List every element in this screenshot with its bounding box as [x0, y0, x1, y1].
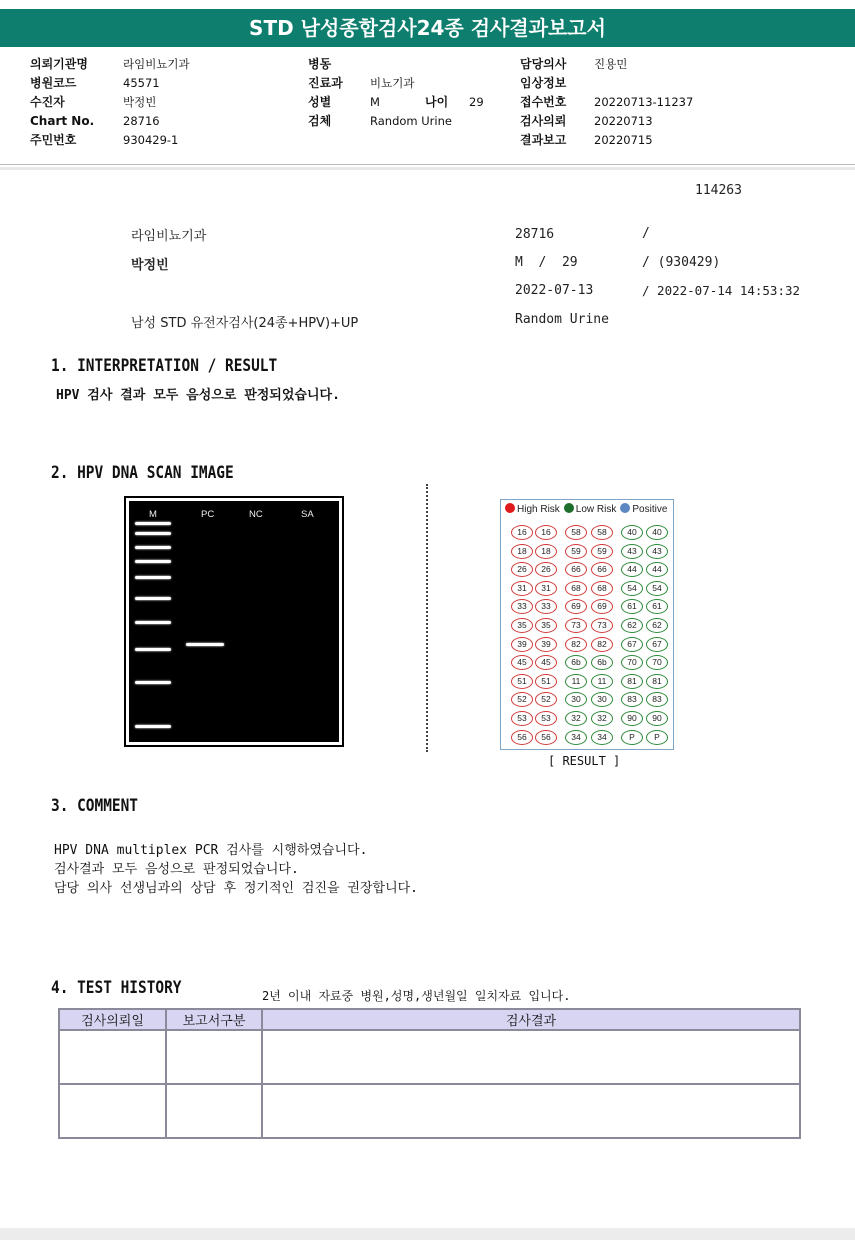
hpv-type-cell: 56 [511, 730, 533, 745]
hpv-type-cell: 61 [646, 599, 668, 614]
panel-legend [505, 503, 667, 515]
hpv-type-cell: 44 [646, 562, 668, 577]
specimen: Random Urine [515, 312, 609, 327]
birth-date: / (930429) [642, 255, 721, 270]
header-label: 검체 [308, 114, 332, 128]
hpv-type-cell: 32 [591, 711, 613, 726]
header-label: 의뢰기관명 [30, 57, 88, 71]
hpv-type-cell: 68 [591, 581, 613, 596]
table-cell [59, 1084, 166, 1138]
hpv-type-cell: 16 [511, 525, 533, 540]
hpv-type-cell: 33 [511, 599, 533, 614]
legend-low-risk [564, 503, 617, 515]
marker-band [135, 725, 171, 728]
hpv-type-cell: 59 [591, 544, 613, 559]
legend-dot [505, 503, 515, 513]
hpv-type-cell: 30 [565, 692, 587, 707]
gel-lane-label: SA [301, 509, 314, 520]
hpv-type-cell: 58 [565, 525, 587, 540]
section-3-title: 3. COMMENT [51, 796, 139, 816]
header-value: 비뇨기과 [370, 76, 415, 90]
legend-high-risk [505, 503, 560, 515]
legend-label: Low Risk [575, 504, 617, 515]
hpv-type-cell: 40 [621, 525, 643, 540]
hpv-type-cell: 11 [565, 674, 587, 689]
header-label: 주민번호 [30, 133, 77, 147]
hpv-type-cell: 66 [591, 562, 613, 577]
section-1-title: 1. INTERPRETATION / RESULT [51, 356, 278, 376]
header-value: Random Urine [370, 114, 452, 128]
history-note: 2년 이내 자료중 병원,성명,생년월일 일치자료 입니다. [262, 989, 571, 1003]
hpv-result-panel [500, 499, 674, 750]
header-col3 [520, 55, 693, 150]
header-label: 수진자 [30, 95, 65, 109]
id-code: 114263 [695, 183, 742, 198]
header-label: 병동 [308, 57, 332, 71]
marker-band [135, 648, 171, 651]
hpv-type-cell: 52 [511, 692, 533, 707]
gel-lane-label: NC [249, 509, 263, 520]
hpv-type-cell: 51 [535, 674, 557, 689]
hpv-type-cell: 45 [511, 655, 533, 670]
hpv-type-cell: 67 [646, 637, 668, 652]
hpv-type-cell: 6b [565, 655, 587, 670]
marker-band [135, 532, 171, 535]
hpv-type-cell: 70 [621, 655, 643, 670]
gel-image [129, 501, 339, 742]
hpv-type-cell: 11 [591, 674, 613, 689]
marker-band [135, 621, 171, 624]
hpv-type-cell: 52 [535, 692, 557, 707]
header-label: 접수번호 [520, 95, 567, 109]
result-caption: [ RESULT ] [548, 754, 621, 768]
pc-band [186, 643, 224, 646]
hpv-type-cell: 61 [621, 599, 643, 614]
header-value: 20220713-11237 [594, 95, 694, 109]
hpv-type-cell: 66 [565, 562, 587, 577]
hpv-type-cell: 18 [535, 544, 557, 559]
header-value: 45571 [123, 76, 160, 90]
table-row [59, 1030, 800, 1084]
header-label: 결과보고 [520, 133, 567, 147]
table-cell [262, 1030, 800, 1084]
hpv-type-cell: P [646, 730, 668, 745]
report-datetime: / 2022-07-14 14:53:32 [642, 283, 801, 298]
marker-band [135, 522, 171, 525]
hpv-type-cell: 73 [591, 618, 613, 633]
hpv-type-cell: 59 [565, 544, 587, 559]
header-label: 검사의뢰 [520, 114, 567, 128]
hpv-type-cell: 34 [565, 730, 587, 745]
request-date: 2022-07-13 [515, 283, 594, 298]
marker-band [135, 576, 171, 579]
age-label: 나이 [425, 95, 449, 109]
hpv-type-cell: 33 [535, 599, 557, 614]
header-value: 930429-1 [123, 133, 179, 147]
header-label: 병원코드 [30, 76, 77, 90]
test-name: 남성 STD 유전자검사(24종+HPV)+UP [131, 316, 359, 331]
hpv-type-cell: 6b [591, 655, 613, 670]
hpv-type-cell: 62 [646, 618, 668, 633]
hpv-type-cell: 81 [646, 674, 668, 689]
patient-name: 박정빈 [131, 258, 169, 273]
hpv-type-cell: 73 [565, 618, 587, 633]
chart-number: 28716 [515, 227, 555, 242]
header-label: 임상정보 [520, 76, 567, 90]
age-value: 29 [469, 95, 484, 109]
hpv-type-cell: 83 [621, 692, 643, 707]
hpv-type-cell: 67 [621, 637, 643, 652]
header-label: Chart No. [30, 114, 95, 128]
hpv-type-cell: 51 [511, 674, 533, 689]
hpv-type-cell: 53 [535, 711, 557, 726]
clinic-name: 라임비뇨기과 [131, 229, 207, 244]
gel-lane-label: M [149, 509, 157, 520]
hpv-type-cell: 26 [535, 562, 557, 577]
header-value: 20220713 [594, 114, 653, 128]
hpv-type-cell: 35 [535, 618, 557, 633]
comment-line: 담당 의사 선생님과의 상담 후 정기적인 검진을 권장합니다. [54, 881, 419, 896]
hpv-type-cell: 90 [646, 711, 668, 726]
hpv-type-cell: 82 [591, 637, 613, 652]
hpv-type-cell: 35 [511, 618, 533, 633]
table-header-row [59, 1009, 800, 1030]
header-value: 진용민 [594, 57, 628, 71]
legend-positive [620, 503, 667, 515]
sex-age: M / 29 [515, 255, 578, 270]
hpv-type-cell: 39 [511, 637, 533, 652]
header-col2 [308, 55, 484, 131]
hpv-type-cell: 68 [565, 581, 587, 596]
section-2-title: 2. HPV DNA SCAN IMAGE [51, 463, 234, 483]
marker-band [135, 681, 171, 684]
footer-bar [0, 1228, 855, 1240]
header-value: 라임비뇨기과 [123, 57, 190, 71]
header-value: 박정빈 [123, 95, 157, 109]
section-4-title: 4. TEST HISTORY [51, 978, 182, 998]
header-label: 진료과 [308, 76, 343, 90]
hpv-type-cell: 83 [646, 692, 668, 707]
hpv-type-cell: 26 [511, 562, 533, 577]
hpv-type-cell: 62 [621, 618, 643, 633]
legend-dot [620, 503, 630, 513]
hpv-type-cell: 18 [511, 544, 533, 559]
table-header: 보고서구분 [166, 1009, 262, 1030]
hpv-type-cell: 56 [535, 730, 557, 745]
hpv-type-cell: 81 [621, 674, 643, 689]
hpv-type-cell: 40 [646, 525, 668, 540]
hpv-type-cell: 31 [535, 581, 557, 596]
header-divider [0, 164, 855, 165]
table-header: 검사결과 [262, 1009, 800, 1030]
marker-band [135, 560, 171, 563]
test-history-table [58, 1008, 801, 1139]
hpv-type-cell: 44 [621, 562, 643, 577]
interpretation-text: HPV 검사 결과 모두 음성으로 판정되었습니다. [56, 388, 340, 403]
hpv-type-cell: 90 [621, 711, 643, 726]
hpv-type-cell: 82 [565, 637, 587, 652]
hpv-type-cell: 16 [535, 525, 557, 540]
report-title: STD 남성종합검사24종 검사결과보고서 [0, 9, 855, 47]
table-cell [262, 1084, 800, 1138]
comment-line: HPV DNA multiplex PCR 검사를 시행하였습니다. [54, 843, 368, 858]
hpv-type-cell: 43 [646, 544, 668, 559]
table-header: 검사의뢰일 [59, 1009, 166, 1030]
hpv-type-cell: 34 [591, 730, 613, 745]
hpv-type-cell: 54 [646, 581, 668, 596]
table-cell [166, 1030, 262, 1084]
comment-line: 검사결과 모두 음성으로 판정되었습니다. [54, 862, 299, 877]
hpv-type-cell: 70 [646, 655, 668, 670]
gel-lane-label: PC [201, 509, 215, 520]
hpv-type-cell: 32 [565, 711, 587, 726]
hpv-type-cell: 30 [591, 692, 613, 707]
table-cell [166, 1084, 262, 1138]
table-row [59, 1084, 800, 1138]
header-value: 28716 [123, 114, 160, 128]
hpv-type-cell: 53 [511, 711, 533, 726]
header-divider-shade [0, 167, 855, 170]
marker-band [135, 597, 171, 600]
hpv-type-cell: 43 [621, 544, 643, 559]
header-col1 [30, 55, 190, 150]
header-value: 20220715 [594, 133, 653, 147]
dotted-divider [426, 484, 428, 752]
hpv-type-cell: 69 [565, 599, 587, 614]
legend-label: High Risk [517, 504, 560, 515]
hpv-type-cell: 39 [535, 637, 557, 652]
hpv-type-cell: 31 [511, 581, 533, 596]
hpv-type-cell: 69 [591, 599, 613, 614]
legend-dot [564, 503, 574, 513]
hpv-type-cell: 58 [591, 525, 613, 540]
table-cell [59, 1030, 166, 1084]
chart-slash: / [642, 226, 650, 241]
hpv-type-cell: P [621, 730, 643, 745]
header-label: 성별 [308, 95, 332, 109]
marker-band [135, 546, 171, 549]
header-label: 담당의사 [520, 57, 567, 71]
legend-label: Positive [632, 504, 668, 515]
hpv-type-cell: 54 [621, 581, 643, 596]
header-value: M [370, 95, 380, 109]
hpv-type-cell: 45 [535, 655, 557, 670]
